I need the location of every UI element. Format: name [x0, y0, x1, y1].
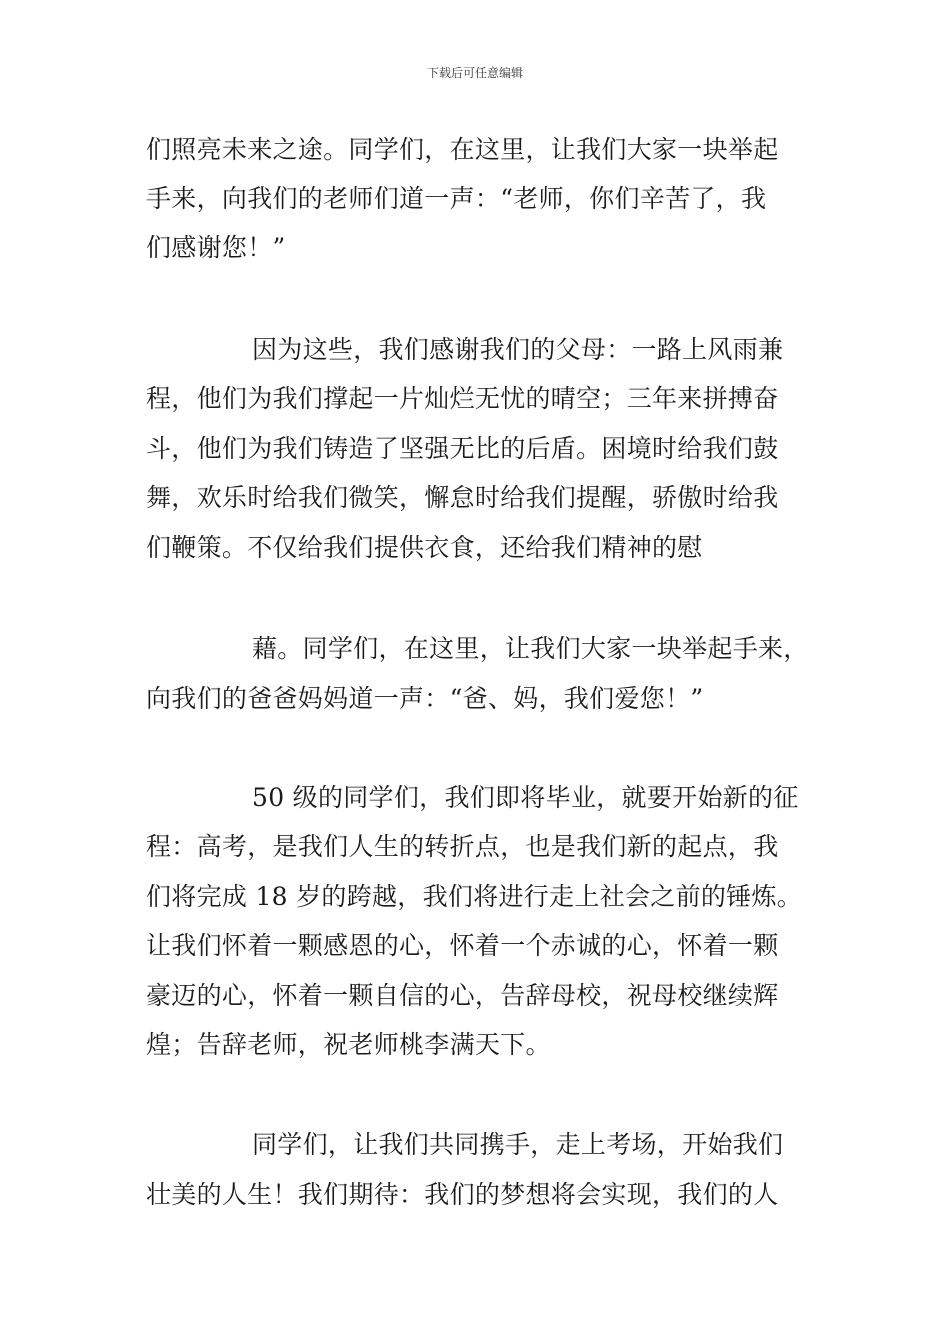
- text-line: 藉。同学们，在这里，让我们大家一块举起手来，: [252, 634, 809, 663]
- text-line: 因为这些，我们感谢我们的父母：一路上风雨兼: [252, 335, 784, 364]
- text-line: 同学们，让我们共同携手，走上考场，开始我们: [252, 1130, 784, 1159]
- page-header: 下载后可任意编辑: [426, 66, 523, 80]
- text-line: 程：高考，是我们人生的转折点，也是我们新的起点，我: [146, 832, 779, 861]
- text-line: 50 级的同学们，我们即将毕业，就要开始新的征: [252, 783, 799, 812]
- text-line: 们照亮未来之途。同学们，在这里，让我们大家一块举起: [146, 135, 779, 164]
- text-line: 们将完成 18 岁的跨越，我们将进行走上社会之前的锤炼。: [146, 882, 803, 911]
- text-line: 煌；告辞老师，祝老师桃李满天下。: [146, 1030, 551, 1059]
- text-line: 向我们的爸爸妈妈道一声：“爸、妈，我们爱您！”: [146, 684, 704, 713]
- text-line: 壮美的人生！我们期待：我们的梦想将会实现，我们的人: [146, 1180, 779, 1209]
- text-line: 们感谢您！”: [146, 233, 286, 262]
- text-line: 斗，他们为我们铸造了坚强无比的后盾。困境时给我们鼓: [146, 434, 779, 463]
- text-line: 舞，欢乐时给我们微笑，懈怠时给我们提醒，骄傲时给我: [146, 483, 779, 512]
- text-line: 们鞭策。不仅给我们提供衣食，还给我们精神的慰: [146, 533, 703, 562]
- text-line: 程，他们为我们撑起一片灿烂无忧的晴空；三年来拼搏奋: [146, 384, 779, 413]
- text-line: 让我们怀着一颗感恩的心，怀着一个赤诚的心，怀着一颗: [146, 931, 779, 960]
- text-line: 手来，向我们的老师们道一声：“老师，你们辛苦了，我: [146, 184, 767, 213]
- text-line: 豪迈的心，怀着一颗自信的心，告辞母校，祝母校继续辉: [146, 981, 779, 1010]
